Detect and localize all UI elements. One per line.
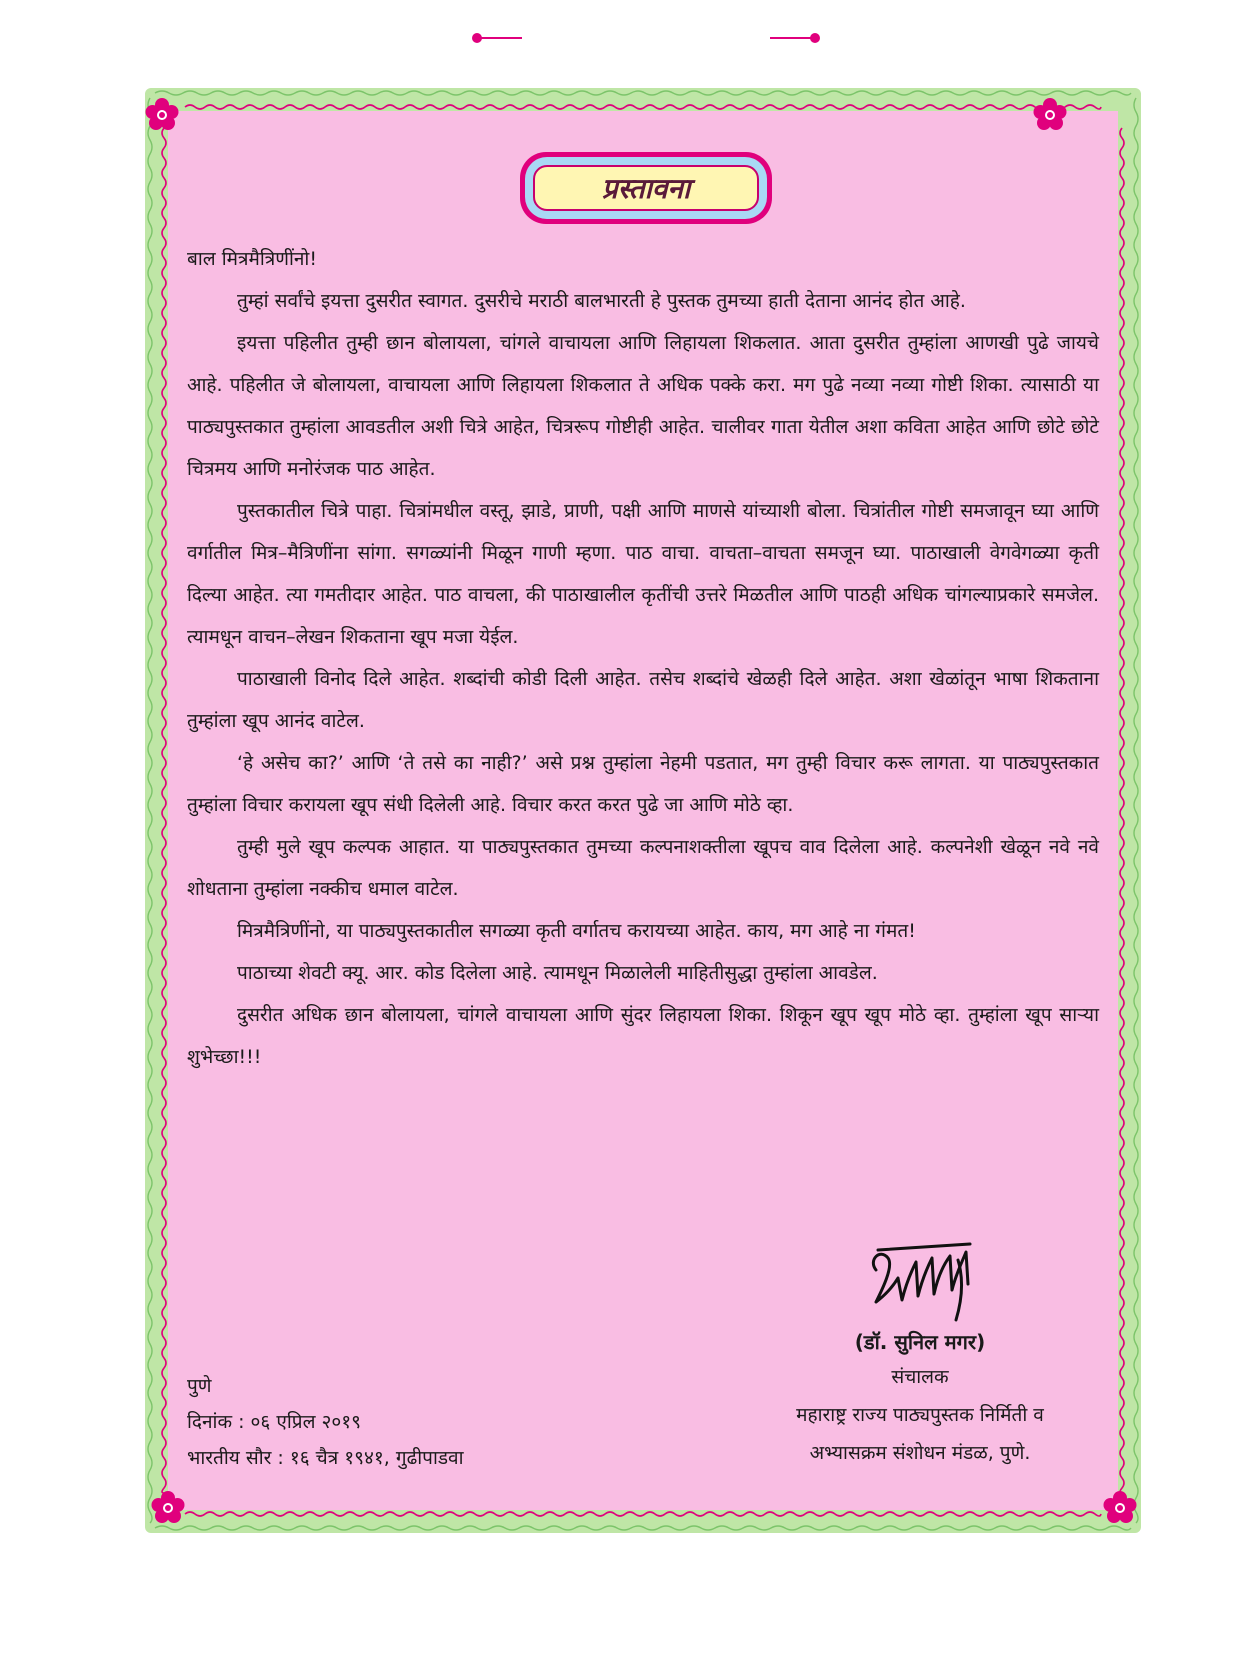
paragraph: दुसरीत अधिक छान बोलायला, चांगले वाचायला आणि सुंदर लिहायला शिका. शिकून खूप खूप मोठे व्हा. तुम्हांला खूप साऱ्या शुभेच्छा!!! [187, 1004, 1099, 1068]
flower-icon [1102, 1490, 1138, 1526]
flower-icon [144, 97, 180, 133]
handwritten-signature [858, 1230, 988, 1330]
flower-icon [150, 1490, 186, 1526]
wave-top-outer [155, 91, 1131, 95]
paragraph: तुम्ही मुले खूप कल्पक आहात. या पाठ्यपुस्तकात तुमच्या कल्पनाशक्तीला खूपच वाव दिलेला आहे. कल्पनेशी खेळून नवे नवे शोधताना तुम्हांला नक्कीच धमाल वाटेल. [187, 836, 1099, 900]
signatory-organization-line-2: अभ्यासक्रम संशोधन मंडळ, पुणे. [809, 1442, 1031, 1464]
wave-bottom-outer [155, 1526, 1131, 1530]
paragraph: मित्रमैत्रिणींनो, या पाठ्यपुस्तकातील सगळ्या कृती वर्गातच करायच्या आहेत. काय, मग आहे ना गंमत! [237, 920, 916, 942]
signatory-designation: संचालक [891, 1366, 949, 1388]
paragraph: पाठाखाली विनोद दिले आहेत. शब्दांची कोडी दिली आहेत. तसेच शब्दांचे खेळही दिले आहेत. अशा खेळांतून भाषा शिकताना तुम्हांला खूप आनंद वाटेल. [187, 668, 1099, 732]
paragraph: पुस्तकातील चित्रे पाहा. चित्रांमधील वस्तू, झाडे, प्राणी, पक्षी आणि माणसे यांच्याशी बोला. चित्रांतील गोष्टी समजावून घ्या आणि वर्गातील मित्र–मैत्रिणींना सांगा. सगळ्यांनी मिळून गाणी म्हणा. पाठ वाचा. वाचता–वाचता समजून घ्या. पाठाखाली वेगवेगळ्या कृती दिल्या आहेत. त्या गमतीदार आहेत. पाठ वाचला, की पाठाखालील कृतींची उत्तरे मिळतील आणि पाठही अधिक चांगल्याप्रकारे समजेल. त्यामधून वाचन–लेखन शिकताना खूप मजा येईल. [187, 500, 1099, 648]
wave-top [185, 105, 1101, 109]
date: दिनांक : ०६ एप्रिल २०१९ [187, 1411, 362, 1433]
paragraph: ‘हे असेच का?’ आणि ‘ते तसे का नाही?’ असे प्रश्न तुम्हांला नेहमी पडतात, मग तुम्ही विचार करू लागता. या पाठ्यपुस्तकात तुम्हांला विचार करायला खूप संधी दिलेली आहे. विचार करत करत पुढे जा आणि मोठे व्हा. [187, 752, 1099, 816]
wave-right-outer [1134, 98, 1138, 1523]
title-badge [520, 152, 772, 224]
title-dot-left [472, 33, 482, 43]
title-badge-inner [533, 165, 759, 211]
paragraph: इयत्ता पहिलीत तुम्ही छान बोलायला, चांगले वाचायला आणि लिहायला शिकलात. आता दुसरीत तुम्हांला आणखी पुढे जायचे आहे. पहिलीत जे बोलायला, वाचायला आणि लिहायला शिकलात ते अधिक पक्के करा. मग पुढे नव्या नव्या गोष्टी शिका. त्यासाठी या पाठ्यपुस्तकात तुम्हांला आवडतील अशी चित्रे आहेत, चित्ररूप गोष्टीही आहेत. चालीवर गाता येतील अशा कविता आहेत आणि छोटे छोटे चित्रमय आणि मनोरंजक पाठ आहेत. [187, 332, 1099, 480]
page-title: प्रस्तावना [601, 172, 691, 205]
signatory-name: (डॉ. सुनिल मगर) [854, 1330, 986, 1354]
signatory-organization-line-1: महाराष्ट्र राज्य पाठ्यपुस्तक निर्मिती व [796, 1404, 1044, 1426]
flower-icon [1032, 97, 1068, 133]
wave-bottom [185, 1512, 1101, 1516]
wave-left [162, 128, 166, 1493]
paragraph: तुम्हां सर्वांचे इयत्ता दुसरीत स्वागत. दुसरीचे मराठी बालभारती हे पुस्तक तुमच्या हाती देताना आनंद होत आहे. [237, 290, 966, 312]
title-dot-right [810, 33, 820, 43]
wave-left-outer [148, 98, 152, 1523]
title-rule-right [770, 37, 814, 39]
title-rule-left [478, 37, 522, 39]
indian-calendar-date: भारतीय सौर : १६ चैत्र १९४१, गुढीपाडवा [187, 1447, 464, 1469]
place-date-block [187, 1368, 687, 1476]
paragraph: पाठाच्या शेवटी क्यू. आर. कोड दिलेला आहे. त्यामधून मिळालेली माहितीसुद्धा तुम्हांला आवडेल. [237, 962, 878, 984]
preface-body [187, 238, 1099, 1078]
wave-right [1120, 128, 1124, 1493]
place: पुणे [187, 1375, 212, 1397]
greeting: बाल मित्रमैत्रिणींनो! [187, 248, 317, 270]
